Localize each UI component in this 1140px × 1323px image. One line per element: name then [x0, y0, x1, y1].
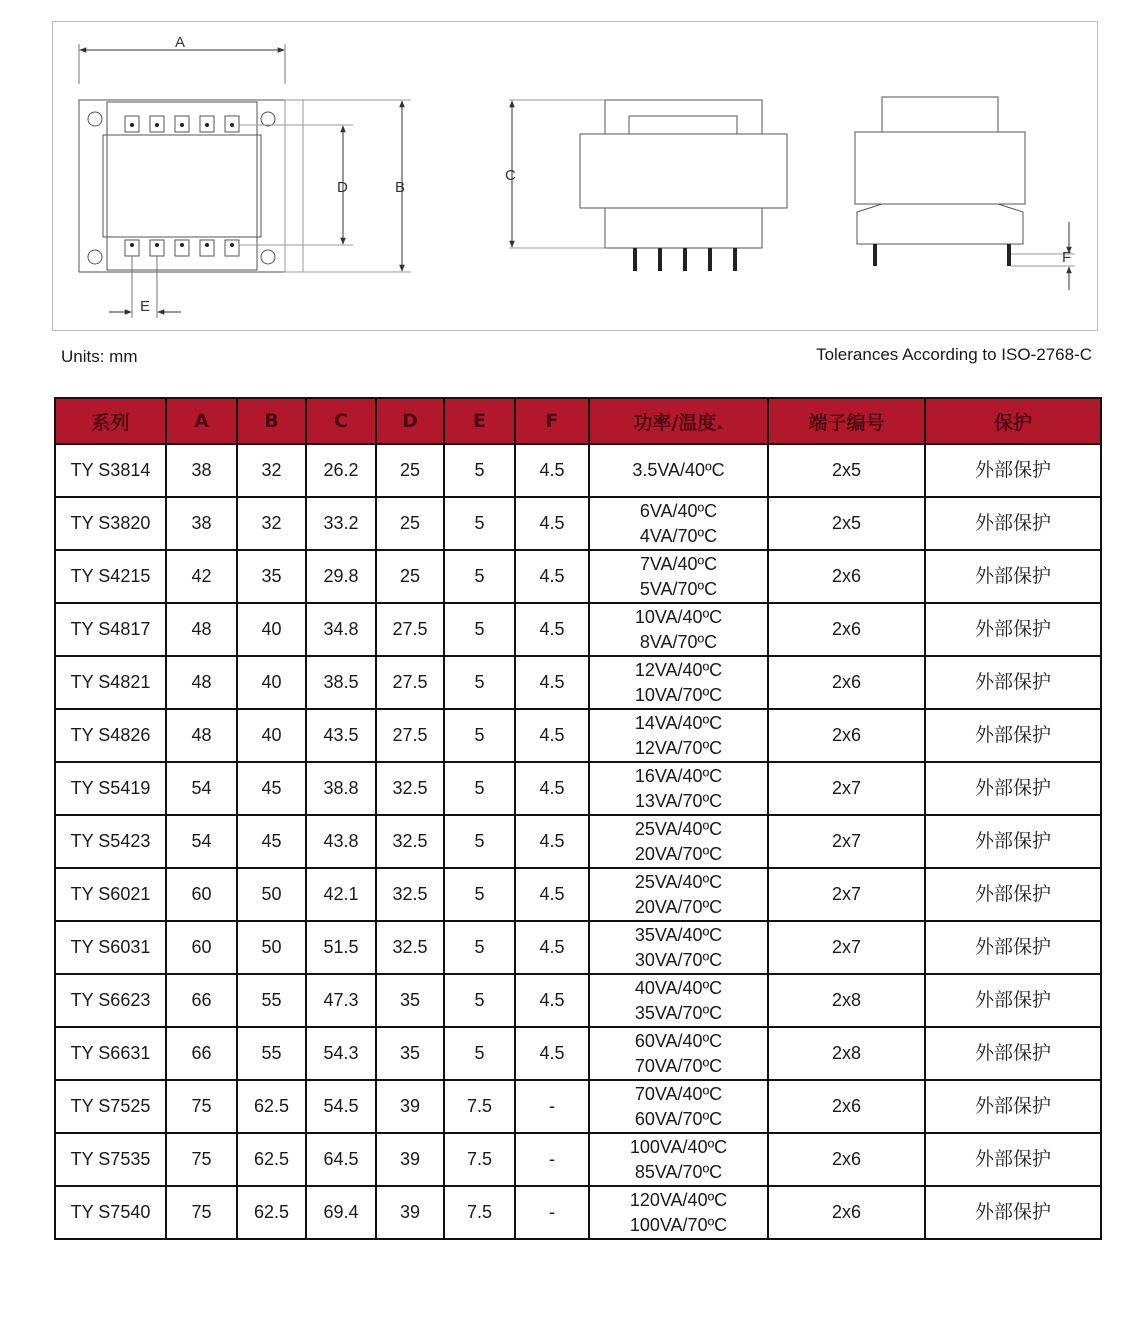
cell-f: 4.5: [515, 1027, 589, 1080]
cell-b: 50: [237, 868, 306, 921]
dimension-e-label: E: [140, 298, 151, 315]
cell-power: [589, 1133, 768, 1186]
cell-series: TY S4826: [55, 709, 166, 762]
cell-e: 7.5: [444, 1133, 515, 1186]
header-power-temperature: 功率/温度.: [589, 398, 768, 444]
table-body: [55, 444, 1101, 1239]
cell-series: TY S5423: [55, 815, 166, 868]
power-rating: 10VA/70ºC: [634, 684, 723, 705]
dimension-d-label: D: [337, 179, 348, 196]
cell-a: 54: [166, 762, 237, 815]
cell-series: TY S4215: [55, 550, 166, 603]
cell-c: 29.8: [306, 550, 376, 603]
transformer-outline-drawing: [53, 22, 1099, 332]
cell-d: 25: [376, 497, 444, 550]
cell-f: 4.5: [515, 709, 589, 762]
power-rating: 12VA/70ºC: [634, 737, 723, 758]
header-a: A: [166, 398, 237, 444]
cell-series: TY S7540: [55, 1186, 166, 1239]
cell-b: 32: [237, 497, 306, 550]
cell-series: TY S4817: [55, 603, 166, 656]
cell-protection: 外部保护: [925, 1080, 1101, 1133]
power-rating: 60VA/40ºC: [634, 1030, 723, 1051]
power-rating: 85VA/70ºC: [634, 1161, 723, 1182]
cell-a: 60: [166, 921, 237, 974]
power-rating: 5VA/70ºC: [639, 578, 718, 599]
table-row: [55, 1186, 1101, 1239]
power-rating: 25VA/40ºC: [634, 871, 723, 892]
power-rating: 7VA/40ºC: [639, 553, 718, 574]
tolerance-note: Tolerances According to ISO-2768-C: [816, 345, 1092, 364]
cell-f: 4.5: [515, 974, 589, 1027]
cell-a: 48: [166, 709, 237, 762]
cell-d: 39: [376, 1080, 444, 1133]
cell-series: TY S3820: [55, 497, 166, 550]
specification-table: [54, 397, 1102, 1240]
header-e: E: [444, 398, 515, 444]
power-rating: 30VA/70ºC: [634, 949, 723, 970]
cell-power: [589, 868, 768, 921]
power-rating: 13VA/70ºC: [634, 790, 723, 811]
cell-b: 40: [237, 656, 306, 709]
cell-pins: 2x7: [768, 868, 925, 921]
cell-power: [589, 497, 768, 550]
header-b: B: [237, 398, 306, 444]
cell-e: 5: [444, 444, 515, 497]
cell-b: 35: [237, 550, 306, 603]
cell-d: 39: [376, 1186, 444, 1239]
cell-d: 32.5: [376, 868, 444, 921]
power-rating: 100VA/40ºC: [629, 1136, 728, 1157]
cell-a: 75: [166, 1133, 237, 1186]
cell-a: 38: [166, 444, 237, 497]
power-rating: 70VA/70ºC: [634, 1055, 723, 1076]
cell-protection: 外部保护: [925, 1133, 1101, 1186]
cell-f: 4.5: [515, 603, 589, 656]
cell-f: 4.5: [515, 921, 589, 974]
header-pins: 端子编号: [768, 398, 925, 444]
cell-pins: 2x6: [768, 550, 925, 603]
cell-power: [589, 550, 768, 603]
cell-a: 75: [166, 1186, 237, 1239]
power-rating: 4VA/70ºC: [639, 525, 718, 546]
cell-a: 60: [166, 868, 237, 921]
cell-f: 4.5: [515, 815, 589, 868]
cell-protection: 外部保护: [925, 868, 1101, 921]
cell-power: [589, 815, 768, 868]
header-c: C: [306, 398, 376, 444]
cell-c: 43.5: [306, 709, 376, 762]
cell-e: 5: [444, 921, 515, 974]
cell-power: [589, 974, 768, 1027]
power-rating: 40VA/40ºC: [634, 977, 723, 998]
cell-c: 64.5: [306, 1133, 376, 1186]
cell-f: 4.5: [515, 550, 589, 603]
power-rating: 10VA/40ºC: [634, 606, 723, 627]
cell-pins: 2x6: [768, 1186, 925, 1239]
power-rating: 16VA/40ºC: [634, 765, 723, 786]
power-rating: 35VA/70ºC: [634, 1002, 723, 1023]
cell-power: [589, 762, 768, 815]
cell-e: 5: [444, 1027, 515, 1080]
cell-e: 5: [444, 656, 515, 709]
cell-e: 5: [444, 762, 515, 815]
power-rating: 100VA/70ºC: [629, 1214, 728, 1235]
power-rating: 12VA/40ºC: [634, 659, 723, 680]
cell-pins: 2x5: [768, 444, 925, 497]
dimension-c-label: C: [505, 167, 516, 184]
table-row: [55, 868, 1101, 921]
cell-f: -: [515, 1186, 589, 1239]
cell-b: 55: [237, 974, 306, 1027]
cell-power: [589, 656, 768, 709]
cell-protection: 外部保护: [925, 603, 1101, 656]
cell-pins: 2x8: [768, 1027, 925, 1080]
cell-f: 4.5: [515, 656, 589, 709]
cell-e: 5: [444, 974, 515, 1027]
cell-pins: 2x7: [768, 815, 925, 868]
cell-power: [589, 709, 768, 762]
cell-a: 38: [166, 497, 237, 550]
cell-c: 42.1: [306, 868, 376, 921]
cell-e: 5: [444, 868, 515, 921]
cell-protection: 外部保护: [925, 497, 1101, 550]
table-row: [55, 709, 1101, 762]
cell-power: [589, 1027, 768, 1080]
cell-a: 75: [166, 1080, 237, 1133]
cell-d: 32.5: [376, 921, 444, 974]
cell-d: 27.5: [376, 656, 444, 709]
table-row: [55, 1080, 1101, 1133]
power-rating: 8VA/70ºC: [639, 631, 718, 652]
cell-d: 27.5: [376, 709, 444, 762]
cell-a: 48: [166, 603, 237, 656]
cell-protection: 外部保护: [925, 550, 1101, 603]
cell-c: 51.5: [306, 921, 376, 974]
cell-e: 7.5: [444, 1186, 515, 1239]
cell-e: 7.5: [444, 1080, 515, 1133]
cell-protection: 外部保护: [925, 1186, 1101, 1239]
cell-d: 27.5: [376, 603, 444, 656]
cell-c: 47.3: [306, 974, 376, 1027]
cell-e: 5: [444, 603, 515, 656]
cell-c: 54.5: [306, 1080, 376, 1133]
cell-e: 5: [444, 815, 515, 868]
cell-f: -: [515, 1133, 589, 1186]
dimension-drawing: [52, 21, 1098, 331]
cell-protection: 外部保护: [925, 762, 1101, 815]
cell-protection: 外部保护: [925, 1027, 1101, 1080]
units-note: Units: mm: [61, 347, 138, 366]
cell-b: 62.5: [237, 1186, 306, 1239]
cell-pins: 2x6: [768, 656, 925, 709]
cell-series: TY S6623: [55, 974, 166, 1027]
cell-protection: 外部保护: [925, 709, 1101, 762]
cell-c: 43.8: [306, 815, 376, 868]
table-row: [55, 1133, 1101, 1186]
cell-power: [589, 603, 768, 656]
cell-pins: 2x7: [768, 762, 925, 815]
cell-b: 40: [237, 709, 306, 762]
power-rating: 70VA/40ºC: [634, 1083, 723, 1104]
table-header-row: [55, 398, 1101, 444]
cell-b: 32: [237, 444, 306, 497]
cell-f: 4.5: [515, 444, 589, 497]
cell-b: 40: [237, 603, 306, 656]
power-rating: 60VA/70ºC: [634, 1108, 723, 1129]
table-row: [55, 656, 1101, 709]
cell-series: TY S4821: [55, 656, 166, 709]
cell-b: 62.5: [237, 1080, 306, 1133]
cell-d: 35: [376, 1027, 444, 1080]
cell-e: 5: [444, 709, 515, 762]
table-row: [55, 921, 1101, 974]
cell-c: 69.4: [306, 1186, 376, 1239]
cell-b: 55: [237, 1027, 306, 1080]
table-row: [55, 603, 1101, 656]
cell-power: [589, 921, 768, 974]
cell-b: 45: [237, 762, 306, 815]
cell-b: 50: [237, 921, 306, 974]
cell-d: 25: [376, 550, 444, 603]
cell-c: 38.5: [306, 656, 376, 709]
header-d: D: [376, 398, 444, 444]
cell-protection: 外部保护: [925, 921, 1101, 974]
dimension-a-label: A: [175, 34, 186, 51]
cell-c: 33.2: [306, 497, 376, 550]
power-rating: 20VA/70ºC: [634, 896, 723, 917]
cell-b: 45: [237, 815, 306, 868]
cell-pins: 2x6: [768, 1133, 925, 1186]
cell-power: [589, 1186, 768, 1239]
cell-a: 66: [166, 1027, 237, 1080]
cell-d: 25: [376, 444, 444, 497]
cell-f: -: [515, 1080, 589, 1133]
cell-f: 4.5: [515, 868, 589, 921]
table-row: [55, 974, 1101, 1027]
cell-a: 42: [166, 550, 237, 603]
cell-c: 26.2: [306, 444, 376, 497]
cell-c: 38.8: [306, 762, 376, 815]
cell-protection: 外部保护: [925, 444, 1101, 497]
cell-c: 34.8: [306, 603, 376, 656]
cell-b: 62.5: [237, 1133, 306, 1186]
power-rating: 14VA/40ºC: [634, 712, 723, 733]
cell-series: TY S6631: [55, 1027, 166, 1080]
cell-a: 48: [166, 656, 237, 709]
cell-pins: 2x8: [768, 974, 925, 1027]
power-rating: 3.5VA/40ºC: [632, 460, 725, 480]
table-row: [55, 550, 1101, 603]
cell-d: 32.5: [376, 815, 444, 868]
cell-f: 4.5: [515, 762, 589, 815]
cell-a: 54: [166, 815, 237, 868]
cell-power: [589, 1080, 768, 1133]
cell-a: 66: [166, 974, 237, 1027]
cell-series: TY S6021: [55, 868, 166, 921]
header-f: F: [515, 398, 589, 444]
power-rating: 25VA/40ºC: [634, 818, 723, 839]
dimension-f-label: F: [1062, 249, 1072, 266]
table-row: [55, 815, 1101, 868]
cell-d: 39: [376, 1133, 444, 1186]
cell-protection: 外部保护: [925, 656, 1101, 709]
cell-pins: 2x6: [768, 1080, 925, 1133]
table-row: [55, 762, 1101, 815]
power-rating: 20VA/70ºC: [634, 843, 723, 864]
cell-f: 4.5: [515, 497, 589, 550]
cell-protection: 外部保护: [925, 815, 1101, 868]
cell-series: TY S7535: [55, 1133, 166, 1186]
cell-d: 35: [376, 974, 444, 1027]
cell-series: TY S5419: [55, 762, 166, 815]
power-rating: 35VA/40ºC: [634, 924, 723, 945]
cell-pins: 2x6: [768, 603, 925, 656]
cell-protection: 外部保护: [925, 974, 1101, 1027]
table-row: [55, 497, 1101, 550]
power-rating: 6VA/40ºC: [639, 500, 718, 521]
power-rating: 120VA/40ºC: [629, 1189, 728, 1210]
cell-e: 5: [444, 497, 515, 550]
cell-pins: 2x6: [768, 709, 925, 762]
cell-power: [589, 444, 768, 497]
dimension-b-label: B: [395, 179, 406, 196]
header-protection: 保护: [925, 398, 1101, 444]
cell-d: 32.5: [376, 762, 444, 815]
cell-e: 5: [444, 550, 515, 603]
cell-pins: 2x5: [768, 497, 925, 550]
table-row: [55, 1027, 1101, 1080]
header-series: 系列: [55, 398, 166, 444]
cell-series: TY S7525: [55, 1080, 166, 1133]
cell-pins: 2x7: [768, 921, 925, 974]
table-row: [55, 444, 1101, 497]
cell-c: 54.3: [306, 1027, 376, 1080]
cell-series: TY S6031: [55, 921, 166, 974]
cell-series: TY S3814: [55, 444, 166, 497]
